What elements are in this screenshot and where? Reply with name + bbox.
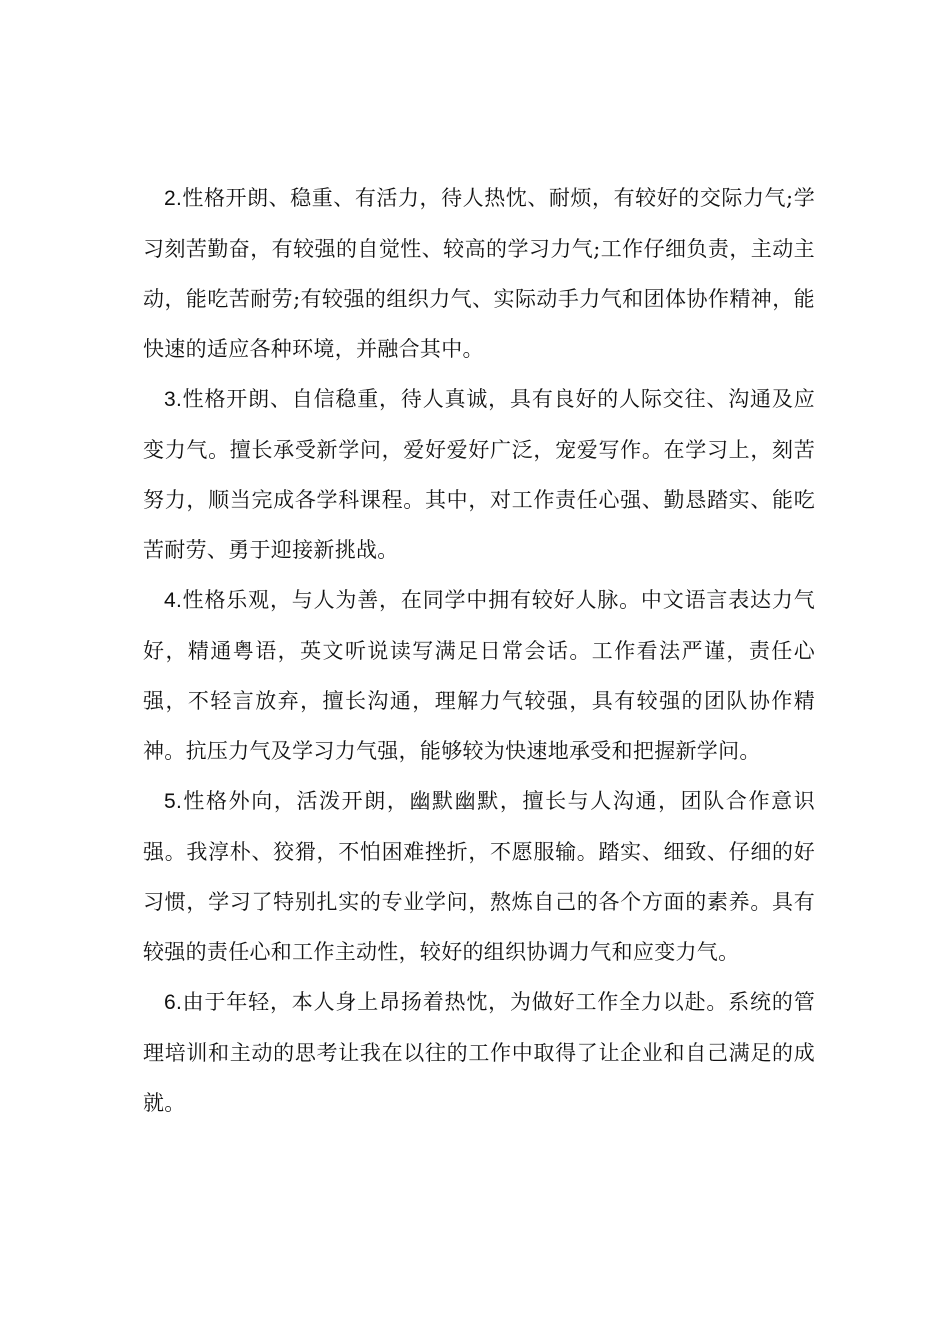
- paragraph-text: 性格开朗、自信稳重，待人真诚，具有良好的人际交往、沟通及应变力气。擅长承受新学问，爱好爱好广泛，宠爱写作。在学习上，刻苦努力，顺当完成各学科课程。其中，对工作责任心强、勤恳踏实、能吃苦耐劳、勇于迎接新挑战。: [143, 387, 815, 562]
- paragraph-2: [143, 173, 815, 374]
- paragraph-6: [143, 977, 815, 1128]
- paragraph-text: 性格乐观，与人为善，在同学中拥有较好人脉。中文语言表达力气好，精通粤语，英文听说读写满足日常会话。工作看法严谨，责任心强，不轻言放弃，擅长沟通，理解力气较强，具有较强的团队协作精神。抗压力气及学习力气强，能够较为快速地承受和把握新学问。: [143, 588, 815, 763]
- paragraph-number: 3.: [164, 388, 183, 411]
- paragraph-4: [143, 575, 815, 776]
- paragraph-text: 性格开朗、稳重、有活力，待人热忱、耐烦，有较好的交际力气;学习刻苦勤奋，有较强的自觉性、较高的学习力气;工作仔细负责，主动主动，能吃苦耐劳;有较强的组织力气、实际动手力气和团体协作精神，能快速的适应各种环境，并融合其中。: [143, 186, 815, 361]
- document-body: [143, 173, 815, 1128]
- paragraph-number: 5.: [164, 790, 183, 813]
- paragraph-text: 由于年轻，本人身上昂扬着热忱，为做好工作全力以赴。系统的管理培训和主动的思考让我在以往的工作中取得了让企业和自己满足的成就。: [143, 990, 815, 1115]
- paragraph-number: 2.: [164, 187, 183, 210]
- paragraph-number: 4.: [164, 589, 183, 612]
- paragraph-3: [143, 374, 815, 575]
- paragraph-text: 性格外向，活泼开朗，幽默幽默，擅长与人沟通，团队合作意识强。我淳朴、狡猾，不怕困难挫折，不愿服输。踏实、细致、仔细的好习惯，学习了特别扎实的专业学问，熬炼自己的各个方面的素养。具有较强的责任心和工作主动性，较好的组织协调力气和应变力气。: [143, 789, 815, 964]
- paragraph-number: 6.: [164, 991, 183, 1014]
- paragraph-5: [143, 776, 815, 977]
